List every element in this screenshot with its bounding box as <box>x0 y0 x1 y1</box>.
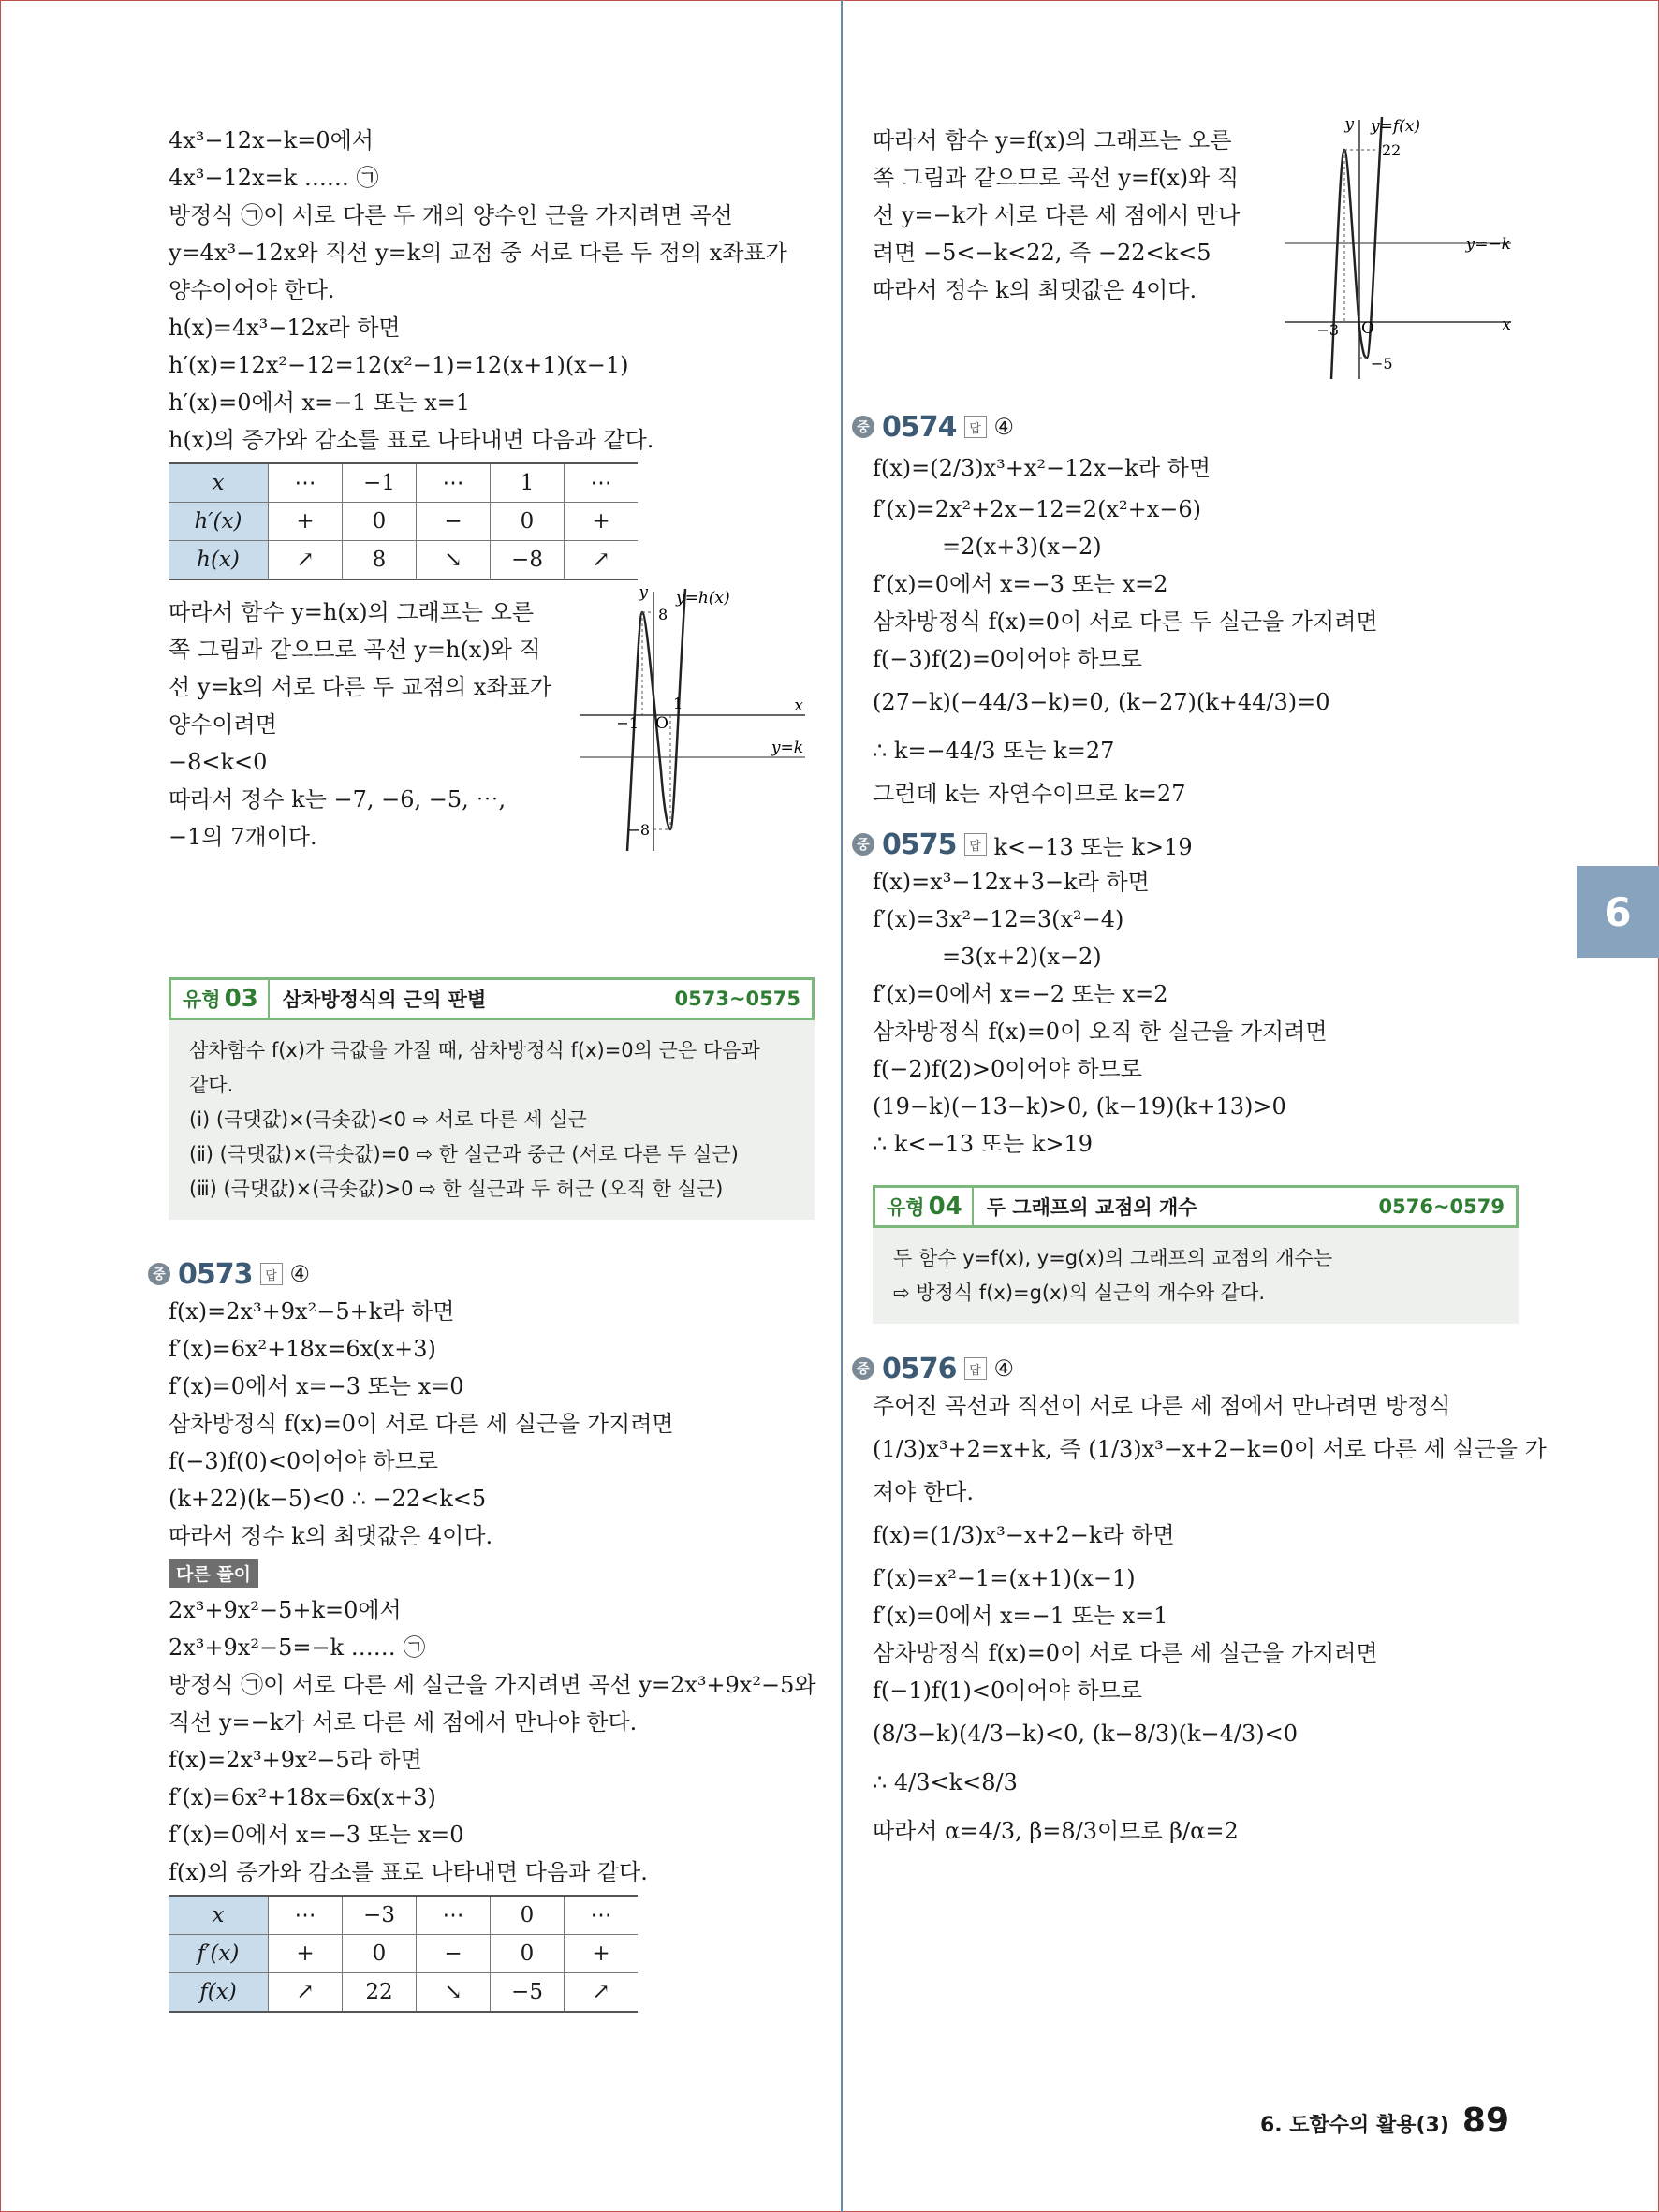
page-footer <box>1260 2102 1509 2140</box>
type-word: 유형 <box>887 1196 925 1219</box>
text-line: f′(x)=6x²+18x=6x(x+3) <box>169 1784 436 1810</box>
text-line: 삼차방정식 f(x)=0이 서로 다른 세 실근을 가지려면 <box>873 1640 1378 1666</box>
text-line: 선 y=k의 서로 다른 두 교점의 x좌표가 <box>169 674 551 700</box>
tick-label: 8 <box>658 606 668 623</box>
y-axis-label: y <box>639 584 648 602</box>
text-line: f(x)=2x³+9x²−5라 하면 <box>169 1747 422 1773</box>
table-cell: 0 <box>491 1896 565 1935</box>
text-line: f′(x)=2x²+2x−12=2(x²+x−6) <box>873 496 1201 522</box>
text-line: f(−2)f(2)>0이어야 하므로 <box>873 1056 1142 1082</box>
text-line: h(x)의 증가와 감소를 표로 나타내면 다음과 같다. <box>169 427 654 453</box>
table-cell: 8 <box>343 541 417 580</box>
answer-tag: 답 <box>260 1263 283 1285</box>
text-line: f(x)=2x³+9x²−5+k라 하면 <box>169 1298 455 1325</box>
sign-table-f <box>169 1895 638 2013</box>
footer-chapter: 6. 도함수의 활용(3) <box>1259 2114 1449 2137</box>
table-cell: ↘ <box>417 541 491 580</box>
text-line: 려면 −5<−k<22, 즉 −22<k<5 <box>873 240 1211 266</box>
text-line: =3(x+2)(x−2) <box>942 944 1102 970</box>
type-04-header <box>873 1185 1519 1228</box>
text-line: 2x³+9x²−5+k=0에서 <box>169 1597 402 1623</box>
tick-label: 22 <box>1382 141 1402 159</box>
spacer <box>169 874 815 977</box>
text-line: 따라서 정수 k의 최댓값은 4이다. <box>873 277 1197 303</box>
text-line: ∴ k=−44/3 또는 k=27 <box>873 738 1115 764</box>
table-cell: −5 <box>491 1973 565 2013</box>
table-row <box>169 503 638 541</box>
table-cell: 0 <box>343 1935 417 1973</box>
problem-0574-header <box>852 408 1519 446</box>
x-axis-label: x <box>1502 315 1511 334</box>
tick-label: −3 <box>1316 321 1339 339</box>
text-line: 따라서 정수 k는 −7, −6, −5, ⋯, <box>169 786 507 813</box>
type-label <box>875 1188 974 1225</box>
sign-table-h <box>169 462 638 580</box>
table-cell: ↗ <box>269 541 343 580</box>
table-cell: − <box>417 503 491 541</box>
text-line: 따라서 α=4/3, β=8/3이므로 β/α=2 <box>873 1818 1239 1844</box>
answer: ④ <box>993 1355 1015 1382</box>
table-cell: x <box>169 1896 269 1935</box>
table-cell: ⋯ <box>269 463 343 503</box>
problem-number: 0573 <box>178 1257 253 1291</box>
problem-number: 0574 <box>882 410 957 444</box>
curve-label: y=h(x) <box>676 589 730 608</box>
y-axis-label: y <box>1344 115 1354 134</box>
text-line: (k+22)(k−5)<0 ∴ −22<k<5 <box>169 1486 487 1512</box>
table-cell: + <box>269 1935 343 1973</box>
text-line: (1/3)x³+2=x+k, 즉 (1/3)x³−x+2−k=0이 서로 다른 세 실근을 가 <box>873 1436 1547 1462</box>
table-cell: ⋯ <box>417 1896 491 1935</box>
text-line: f′(x)=0에서 x=−2 또는 x=2 <box>873 981 1168 1007</box>
text-line: (ⅱ) (극댓값)×(극솟값)=0 ⇨ 한 실근과 중근 (서로 다른 두 실근) <box>189 1143 739 1165</box>
text-line: 두 함수 y=f(x), y=g(x)의 그래프의 교점의 개수는 <box>893 1247 1333 1269</box>
table-cell: h′(x) <box>169 503 269 541</box>
chapter-tab: 6 <box>1577 866 1659 958</box>
text-line: f(x)=x³−12x+3−k라 하면 <box>873 869 1150 895</box>
text-line: 직선 y=−k가 서로 다른 세 점에서 만나야 한다. <box>169 1709 638 1736</box>
table-cell: x <box>169 463 269 503</box>
text-line: h′(x)=0에서 x=−1 또는 x=1 <box>169 389 471 416</box>
curve-f <box>1331 117 1382 379</box>
answer: ④ <box>993 414 1015 440</box>
text-line: (19−k)(−13−k)>0, (k−19)(k+13)>0 <box>873 1093 1286 1120</box>
line-label: y=−k <box>1465 235 1511 254</box>
graph-section-f <box>873 115 1519 403</box>
text-line: 주어진 곡선과 직선이 서로 다른 세 점에서 만나려면 방정식 <box>873 1393 1451 1419</box>
text-line: f′(x)=0에서 x=−3 또는 x=0 <box>169 1373 464 1399</box>
text-line: (ⅰ) (극댓값)×(극솟값)<0 ⇨ 서로 다른 세 실근 <box>189 1108 587 1131</box>
type-title: 두 그래프의 교점의 개수 <box>986 1196 1197 1219</box>
text-line: (8/3−k)(4/3−k)<0, (k−8/3)(k−4/3)<0 <box>873 1721 1299 1747</box>
text-line: (27−k)(−44/3−k)=0, (k−27)(k+44/3)=0 <box>873 689 1330 715</box>
text-line: 따라서 정수 k의 최댓값은 4이다. <box>169 1523 493 1549</box>
type-number: 04 <box>928 1193 962 1221</box>
text-line: 방정식 ㉠이 서로 다른 세 실근을 가지려면 곡선 y=2x³+9x²−5와 <box>169 1672 816 1698</box>
text-line: f′(x)=0에서 x=−3 또는 x=2 <box>873 571 1168 597</box>
difficulty-badge: 중 <box>148 1263 170 1285</box>
text-line: f′(x)=x²−1=(x+1)(x−1) <box>873 1565 1136 1591</box>
tick-label: 1 <box>673 695 683 712</box>
text-line: 삼차방정식 f(x)=0이 서로 다른 세 실근을 가지려면 <box>169 1411 674 1437</box>
text-line: 삼차방정식 f(x)=0이 오직 한 실근을 가지려면 <box>873 1018 1328 1045</box>
table-cell: ⋯ <box>417 463 491 503</box>
graph-h <box>580 584 815 856</box>
table-row <box>169 541 638 580</box>
tick-label: −5 <box>1371 355 1393 373</box>
problem-number: 0575 <box>882 828 957 861</box>
text-line: 져야 한다. <box>873 1479 974 1505</box>
table-cell: −1 <box>343 463 417 503</box>
table-cell: f(x) <box>169 1973 269 2013</box>
origin-label: O <box>655 714 668 733</box>
table-cell: ↘ <box>417 1973 491 2013</box>
table-row <box>169 1935 638 1973</box>
column-divider <box>841 0 843 2212</box>
text-line: 선 y=−k가 서로 다른 세 점에서 만나 <box>873 202 1241 228</box>
answer-tag: 답 <box>964 833 987 856</box>
text-line: 양수이려면 <box>169 711 277 738</box>
table-cell: ⋯ <box>269 1896 343 1935</box>
problem-number: 0576 <box>882 1352 957 1385</box>
table-cell: − <box>417 1935 491 1973</box>
table-cell: 1 <box>491 463 565 503</box>
text-line: f′(x)=6x²+18x=6x(x+3) <box>169 1336 436 1362</box>
text-line: f′(x)=3x²−12=3(x²−4) <box>873 906 1124 932</box>
text-line: f(−3)f(2)=0이어야 하므로 <box>873 646 1142 672</box>
line-label: y=k <box>771 739 803 757</box>
table-cell: ↗ <box>269 1973 343 2013</box>
table-cell: 0 <box>491 1935 565 1973</box>
type-04-body <box>873 1228 1519 1324</box>
problem-0576-header <box>852 1350 1519 1387</box>
table-cell: −8 <box>491 541 565 580</box>
text-line: 쪽 그림과 같으므로 곡선 y=h(x)와 직 <box>169 637 541 663</box>
answer-tag: 답 <box>964 416 987 438</box>
right-column <box>857 115 1547 1855</box>
text-line: ⇨ 방정식 f(x)=g(x)의 실근의 개수와 같다. <box>893 1282 1266 1304</box>
text-line: 그런데 k는 자연수이므로 k=27 <box>873 781 1186 807</box>
answer-tag: 답 <box>964 1357 987 1380</box>
tick-label: −8 <box>627 821 650 839</box>
table-row <box>169 463 638 503</box>
tick-label: −1 <box>616 714 639 732</box>
graph-section-h <box>169 584 815 874</box>
text-line: =2(x+3)(x−2) <box>942 534 1102 560</box>
table-cell: 0 <box>491 503 565 541</box>
type-number: 03 <box>224 985 258 1013</box>
text-line: f′(x)=0에서 x=−1 또는 x=1 <box>873 1603 1168 1629</box>
type-03-header <box>169 977 815 1020</box>
table-row <box>169 1973 638 2013</box>
table-cell: ⋯ <box>565 463 639 503</box>
type-03-body <box>169 1020 815 1220</box>
answer: k<−13 또는 k>19 <box>993 833 1193 860</box>
graph-f <box>1285 112 1519 384</box>
table-cell: 0 <box>343 503 417 541</box>
table-cell: ⋯ <box>565 1896 639 1935</box>
left-column <box>153 122 816 2026</box>
text-line: 따라서 함수 y=h(x)의 그래프는 오른 <box>169 599 535 625</box>
type-title: 삼차방정식의 근의 판별 <box>282 989 487 1011</box>
table-cell: h(x) <box>169 541 269 580</box>
text-line: f(x)의 증가와 감소를 표로 나타내면 다음과 같다. <box>169 1859 648 1885</box>
problem-0575-header <box>852 826 1519 863</box>
page-number: 89 <box>1461 2102 1509 2140</box>
text-line: (ⅲ) (극댓값)×(극솟값)>0 ⇨ 한 실근과 두 허근 (오직 한 실근) <box>189 1178 724 1200</box>
other-solution-label: 다른 풀이 <box>169 1559 258 1588</box>
table-cell: 22 <box>343 1973 417 2013</box>
text-line: 방정식 ㉠이 서로 다른 두 개의 양수인 근을 가지려면 곡선 <box>169 202 733 228</box>
table-cell: −3 <box>343 1896 417 1935</box>
text-line: −1의 7개이다. <box>169 824 317 850</box>
text-line: 2x³+9x²−5=−k …… ㉠ <box>169 1634 426 1661</box>
text-line: 따라서 함수 y=f(x)의 그래프는 오른 <box>873 127 1232 154</box>
table-cell: f′(x) <box>169 1935 269 1973</box>
table-row <box>169 1896 638 1935</box>
type-word: 유형 <box>183 989 221 1011</box>
text-line: h′(x)=12x²−12=12(x²−1)=12(x+1)(x−1) <box>169 352 629 378</box>
x-axis-label: x <box>794 696 803 715</box>
text-line: f(−3)f(0)<0이어야 하므로 <box>169 1448 438 1474</box>
answer: ④ <box>289 1261 311 1287</box>
type-range: 0576~0579 <box>1378 1195 1505 1218</box>
text-line: 4x³−12x=k …… ㉠ <box>169 165 379 191</box>
text-line: f(x)=(1/3)x³−x+2−k라 하면 <box>873 1522 1175 1548</box>
text-line: 양수이어야 한다. <box>169 277 335 303</box>
text-line: f(−1)f(1)<0이어야 하므로 <box>873 1677 1142 1704</box>
text-line: f′(x)=0에서 x=−3 또는 x=0 <box>169 1822 464 1848</box>
origin-label: O <box>1361 319 1374 338</box>
difficulty-badge: 중 <box>852 833 874 856</box>
difficulty-badge: 중 <box>852 1357 874 1380</box>
text-line: 삼차함수 f(x)가 극값을 가질 때, 삼차방정식 f(x)=0의 근은 다음과 <box>189 1039 760 1062</box>
text-line: ∴ 4/3<k<8/3 <box>873 1769 1018 1795</box>
text-line: 같다. <box>189 1074 234 1096</box>
text-line: 쪽 그림과 같으므로 곡선 y=f(x)와 직 <box>873 165 1240 191</box>
type-range: 0573~0575 <box>674 988 800 1010</box>
table-cell: ↗ <box>565 1973 639 2013</box>
table-cell: ↗ <box>565 541 639 580</box>
table-cell: + <box>565 1935 639 1973</box>
text-line: 삼차방정식 f(x)=0이 서로 다른 두 실근을 가지려면 <box>873 608 1378 635</box>
text-line: 4x³−12x−k=0에서 <box>169 127 374 154</box>
text-line: y=4x³−12x와 직선 y=k의 교점 중 서로 다른 두 점의 x좌표가 <box>169 240 787 266</box>
table-cell: + <box>565 503 639 541</box>
curve-label: y=f(x) <box>1371 117 1420 136</box>
text-line: −8<k<0 <box>169 749 268 775</box>
text-line: ∴ k<−13 또는 k>19 <box>873 1131 1094 1157</box>
table-cell: + <box>269 503 343 541</box>
type-label <box>171 980 270 1018</box>
text-line: h(x)=4x³−12x라 하면 <box>169 315 401 341</box>
problem-0573-header <box>148 1255 815 1293</box>
difficulty-badge: 중 <box>852 416 874 438</box>
text-line: f(x)=(2/3)x³+x²−12x−k라 하면 <box>873 455 1211 481</box>
